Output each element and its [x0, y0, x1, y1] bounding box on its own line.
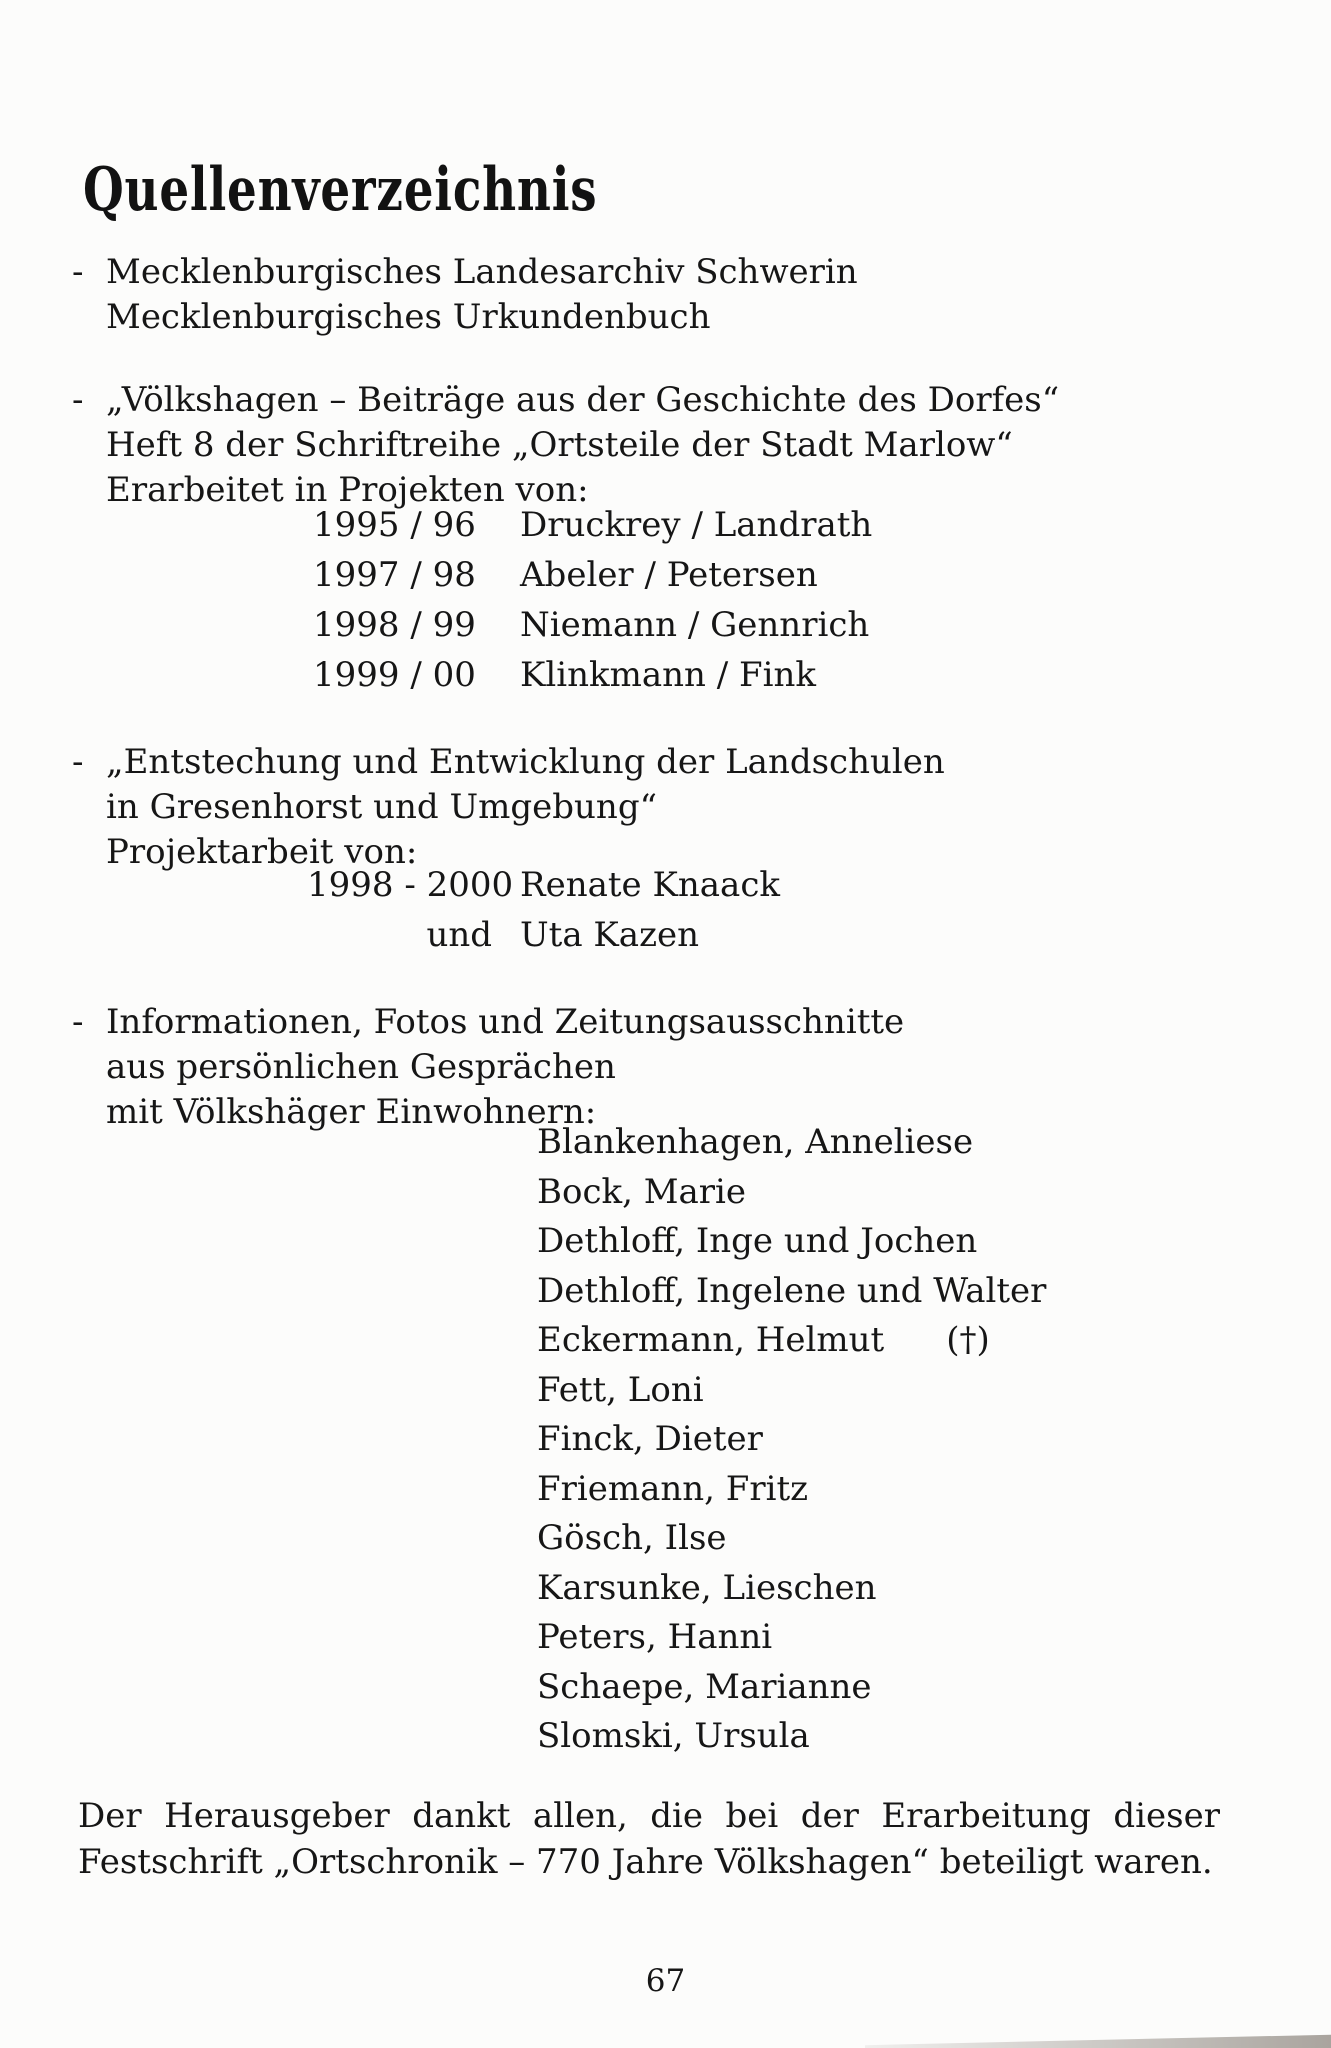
interviewee: Fett, Loni	[537, 1369, 704, 1410]
source-line: Projektarbeit von:	[106, 832, 418, 872]
scan-edge-shadow	[865, 2034, 1331, 2048]
project-years: 1997 / 98	[313, 555, 476, 595]
page-title: Quellenverzeichnis	[83, 155, 598, 225]
source-line: „Entstechung und Entwicklung der Landschulen	[106, 742, 945, 782]
project-row	[313, 650, 872, 700]
bullet-dash: -	[72, 380, 84, 420]
interviewee: Karsunke, Lieschen	[537, 1567, 877, 1608]
acknowledgement-line: Festschrift „Ortschronik – 770 Jahre Völkshagen“ beteiligt waren.	[78, 1842, 1213, 1882]
source-voelkshagen-text	[106, 378, 1059, 513]
interviewee: Dethloff, Ingelene und Walter	[537, 1270, 1047, 1311]
acknowledgement-paragraph	[78, 1793, 1220, 1885]
source-line: Erarbeitet in Projekten von:	[106, 470, 589, 510]
project-authors-table	[307, 860, 780, 960]
interviewee: Dethloff, Inge und Jochen	[537, 1221, 978, 1261]
project-row	[313, 600, 872, 650]
project-row	[313, 500, 872, 550]
source-line: in Gresenhorst und Umgebung“	[106, 787, 657, 827]
project-years: 1998 / 99	[313, 605, 476, 645]
author-row	[307, 860, 780, 910]
interviewee: Slomski, Ursula	[537, 1716, 810, 1756]
acknowledgement-line: Der Herausgeber dankt allen, die bei der Erarbeitung dieser	[78, 1796, 1220, 1836]
source-section-interviews	[72, 1000, 904, 1135]
project-names: Klinkmann / Fink	[520, 655, 816, 695]
interviewee: Bock, Marie	[537, 1171, 747, 1212]
bullet-dash: -	[72, 1002, 84, 1042]
source-line: aus persönlichen Gesprächen	[106, 1047, 616, 1087]
project-names: Druckrey / Landrath	[520, 505, 873, 545]
source-line: Informationen, Fotos und Zeitungsausschnitte	[106, 1002, 905, 1042]
source-line: Mecklenburgisches Urkundenbuch	[106, 297, 711, 337]
source-line: Mecklenburgisches Landesarchiv Schwerin	[106, 252, 858, 292]
project-years-table	[313, 500, 872, 700]
source-section-voelkshagen-heft	[72, 378, 1059, 513]
source-interviews-text	[106, 1000, 904, 1135]
source-section-archives	[72, 250, 858, 340]
interviewee: Peters, Hanni	[537, 1617, 773, 1657]
deceased-mark: (†)	[946, 1320, 990, 1360]
interviewee-list	[537, 1118, 1046, 1762]
author-years: 1998 - 2000	[307, 865, 514, 905]
project-years: 1999 / 00	[313, 655, 476, 695]
source-line: „Völkshagen – Beiträge aus der Geschichte des Dorfes“	[106, 380, 1060, 420]
source-line: Heft 8 der Schriftreihe „Ortsteile der Stadt Marlow“	[106, 425, 1013, 465]
interviewee: Finck, Dieter	[537, 1419, 763, 1459]
project-row	[313, 550, 872, 600]
interviewee: Eckermann, Helmut	[537, 1320, 885, 1360]
source-landschulen-text	[106, 740, 945, 875]
source-archives-text	[106, 250, 858, 340]
source-line: mit Völkshäger Einwohnern:	[106, 1092, 597, 1132]
interviewee: Gösch, Ilse	[537, 1518, 727, 1558]
author-row	[307, 910, 780, 960]
interviewee: Schaepe, Marianne	[537, 1666, 872, 1707]
source-section-landschulen	[72, 740, 945, 875]
project-names: Abeler / Petersen	[520, 555, 818, 595]
interviewee: Blankenhagen, Anneliese	[537, 1122, 974, 1162]
project-years: 1995 / 96	[313, 505, 476, 545]
interviewee-deceased	[537, 1316, 1046, 1366]
project-names: Niemann / Gennrich	[520, 605, 870, 645]
bullet-dash: -	[72, 742, 84, 782]
page-number: 67	[645, 1963, 686, 1999]
author-conjunction: und	[426, 915, 492, 955]
author-name: Uta Kazen	[520, 915, 699, 955]
bullet-dash: -	[72, 252, 84, 292]
author-name: Renate Knaack	[520, 865, 780, 905]
interviewee: Friemann, Fritz	[537, 1468, 809, 1509]
